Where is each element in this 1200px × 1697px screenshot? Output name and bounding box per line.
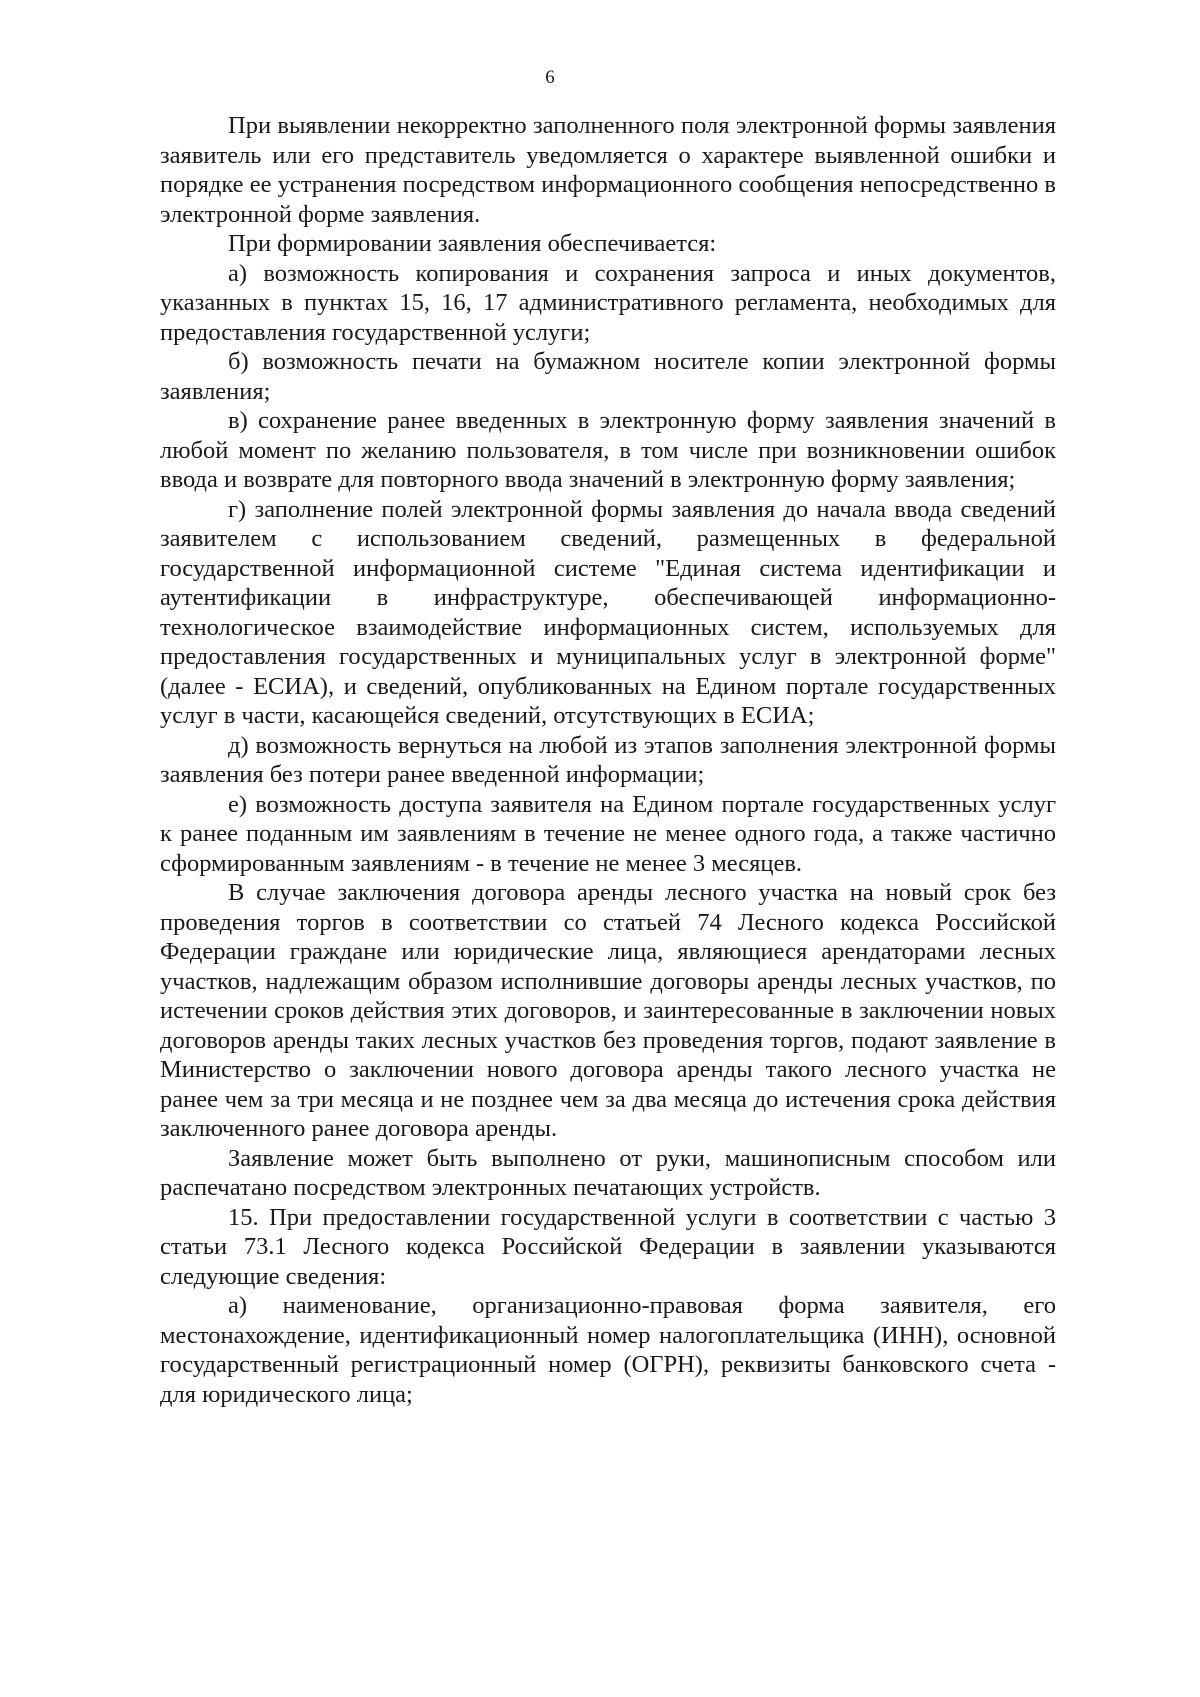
- paragraph-lease-renewal: В случае заключения договора аренды лесного участка на новый срок без проведения торгов в соответствии со статьей 74 Лесного кодекса Российской Федерации граждане или юридические лица, являющиеся арендаторами лесных участков, надлежащим образом исполнившие договоры аренды лесных участков, по истечении сроков действия этих договоров, и заинтересованные в заключении новых договоров аренды таких лесных участков без проведения торгов, подают заявление в Министерство о заключении нового договора аренды такого лесного участка не ранее чем за три месяца и не позднее чем за два месяца до истечения срока действия заключенного ранее договора аренды.: [160, 879, 1056, 1142]
- paragraph-item-v-save-values: в) сохранение ранее введенных в электронную форму заявления значений в любой момент по желанию пользователя, в том числе при возникновении ошибок ввода и возврате для повторного ввода значений в электронную форму заявления;: [160, 407, 1056, 493]
- paragraph-section-15-item-a: а) наименование, организационно-правовая форма заявителя, его местонахождение, идентификационный номер налогоплательщика (ИНН), основной государственный регистрационный номер (ОГРН), реквизиты банковского счета - для юридического лица;: [160, 1292, 1056, 1408]
- paragraph-item-e-access-applications: е) возможность доступа заявителя на Едином портале государственных услуг к ранее поданным им заявлениям в течение не менее одного года, а также частично сформированным заявлениям - в течение не менее 3 месяцев.: [160, 790, 1056, 877]
- paragraph-section-15: 15. При предоставлении государственной услуги в соответствии с частью 3 статьи 73.1 Лесного кодекса Российской Федерации в заявлении указываются следующие сведения:: [160, 1203, 1056, 1290]
- paragraph-item-d-return-stage: д) возможность вернуться на любой из этапов заполнения электронной формы заявления без потери ранее введенной информации;: [160, 731, 1056, 788]
- paragraph-application-format: Заявление может быть выполнено от руки, машинописным способом или распечатано посредством электронных печатающих устройств.: [160, 1144, 1056, 1201]
- paragraph-form-provisions-intro: При формировании заявления обеспечивается:: [228, 230, 717, 257]
- paragraph-field-validation: При выявлении некорректно заполненного поля электронной формы заявления заявитель или его представитель уведомляется о характере выявленной ошибки и порядке ее устранения посредством информационного сообщения непосредственно в электронной форме заявления.: [160, 112, 1056, 228]
- paragraph-item-a-copy-save: а) возможность копирования и сохранения запроса и иных документов, указанных в пунктах 15, 16, 17 административного регламента, необходимых для предоставления государственной услуги;: [160, 259, 1056, 346]
- document-body: [160, 111, 1056, 1409]
- paragraph-item-b-print: б) возможность печати на бумажном носителе копии электронной формы заявления;: [160, 348, 1056, 405]
- paragraph-item-g-esia-prefill: г) заполнение полей электронной формы заявления до начала ввода сведений заявителем с использованием сведений, размещенных в федеральной государственной информационной системе "Единая система идентификации и аутентификации в инфраструктуре, обеспечивающей информационно-технологическое взаимодействие информационных систем, используемых для предоставления государственных и муниципальных услуг в электронной форме" (далее - ЕСИА), и сведений, опубликованных на Едином портале государственных услуг в части, касающейся сведений, отсутствующих в ЕСИА;: [160, 495, 1056, 729]
- page-number: 6: [545, 67, 555, 88]
